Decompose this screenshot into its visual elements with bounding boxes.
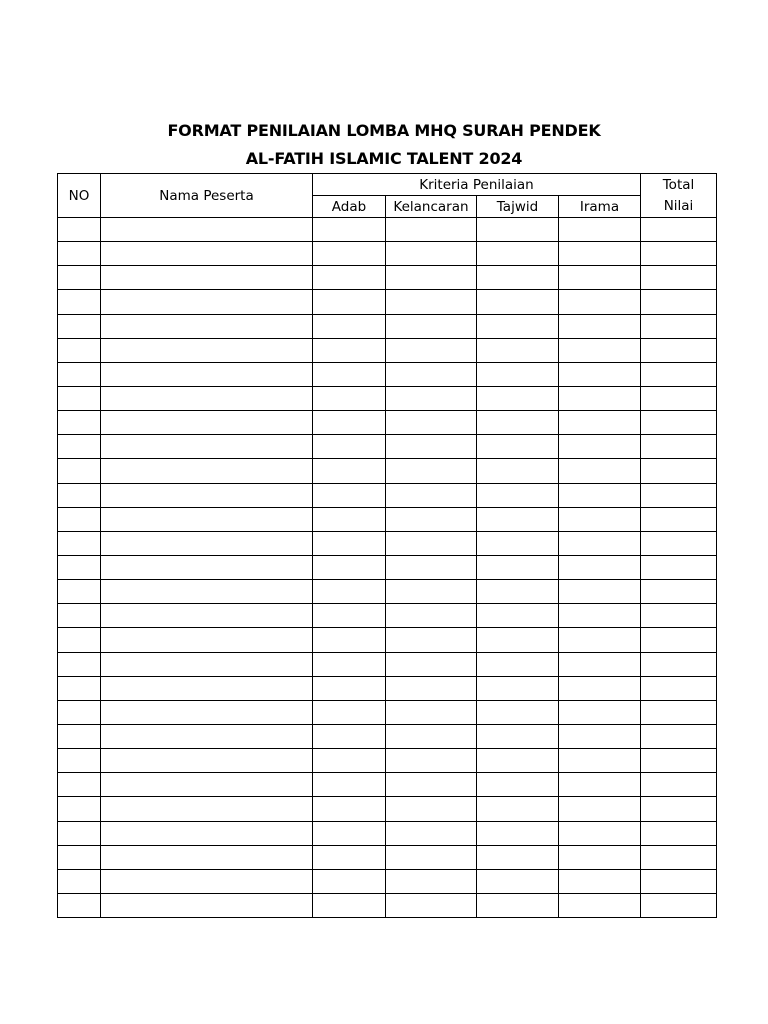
cell-kelancaran [386,845,477,869]
cell-adab [313,459,386,483]
cell-total [641,700,717,724]
cell-no [58,676,101,700]
cell-no [58,845,101,869]
table-row [58,555,717,579]
cell-no [58,386,101,410]
cell-adab [313,580,386,604]
cell-kelancaran [386,386,477,410]
table-row [58,604,717,628]
cell-tajwid [477,386,559,410]
cell-irama [559,386,641,410]
cell-nama [101,604,313,628]
cell-tajwid [477,218,559,242]
cell-adab [313,773,386,797]
cell-kelancaran [386,242,477,266]
cell-irama [559,821,641,845]
cell-nama [101,242,313,266]
table-row [58,893,717,917]
cell-no [58,218,101,242]
scoring-table [57,173,717,918]
cell-nama [101,869,313,893]
cell-tajwid [477,652,559,676]
table-row [58,386,717,410]
cell-irama [559,266,641,290]
cell-kelancaran [386,266,477,290]
cell-no [58,749,101,773]
table-row [58,507,717,531]
cell-adab [313,893,386,917]
cell-no [58,893,101,917]
cell-no [58,700,101,724]
header-kelancaran: Kelancaran [386,196,477,218]
cell-total [641,821,717,845]
table-row [58,483,717,507]
cell-no [58,604,101,628]
table-row [58,338,717,362]
table-row [58,797,717,821]
cell-nama [101,459,313,483]
cell-no [58,652,101,676]
cell-no [58,821,101,845]
cell-irama [559,362,641,386]
cell-adab [313,266,386,290]
cell-tajwid [477,749,559,773]
cell-total [641,459,717,483]
cell-adab [313,362,386,386]
cell-no [58,338,101,362]
cell-nama [101,507,313,531]
table-row [58,773,717,797]
document-title-line1: FORMAT PENILAIAN LOMBA MHQ SURAH PENDEK [167,121,601,140]
table-row [58,676,717,700]
cell-tajwid [477,266,559,290]
cell-no [58,266,101,290]
table-row [58,821,717,845]
cell-irama [559,411,641,435]
cell-kelancaran [386,411,477,435]
cell-irama [559,435,641,459]
cell-nama [101,411,313,435]
header-total-line1: Total [641,174,717,196]
table-row [58,435,717,459]
cell-nama [101,580,313,604]
cell-tajwid [477,773,559,797]
cell-nama [101,652,313,676]
cell-irama [559,724,641,748]
cell-adab [313,797,386,821]
cell-no [58,628,101,652]
cell-irama [559,290,641,314]
cell-tajwid [477,700,559,724]
cell-no [58,314,101,338]
cell-adab [313,821,386,845]
cell-no [58,724,101,748]
cell-nama [101,893,313,917]
header-kriteria-penilaian: Kriteria Penilaian [313,174,641,196]
cell-total [641,580,717,604]
cell-kelancaran [386,435,477,459]
header-no: NO [58,174,101,218]
cell-total [641,652,717,676]
cell-nama [101,797,313,821]
cell-kelancaran [386,869,477,893]
cell-tajwid [477,676,559,700]
cell-no [58,435,101,459]
cell-no [58,580,101,604]
cell-kelancaran [386,604,477,628]
cell-nama [101,628,313,652]
cell-irama [559,604,641,628]
cell-no [58,531,101,555]
cell-adab [313,483,386,507]
cell-tajwid [477,628,559,652]
cell-total [641,555,717,579]
cell-tajwid [477,507,559,531]
cell-tajwid [477,338,559,362]
cell-no [58,459,101,483]
cell-adab [313,604,386,628]
cell-tajwid [477,435,559,459]
cell-irama [559,338,641,362]
cell-irama [559,242,641,266]
cell-total [641,314,717,338]
cell-kelancaran [386,749,477,773]
cell-irama [559,893,641,917]
cell-total [641,290,717,314]
cell-adab [313,652,386,676]
cell-total [641,266,717,290]
cell-irama [559,652,641,676]
cell-kelancaran [386,797,477,821]
cell-adab [313,531,386,555]
cell-irama [559,869,641,893]
cell-kelancaran [386,893,477,917]
table-row [58,411,717,435]
cell-adab [313,386,386,410]
cell-adab [313,218,386,242]
cell-kelancaran [386,676,477,700]
cell-adab [313,411,386,435]
table-row [58,266,717,290]
cell-irama [559,507,641,531]
cell-kelancaran [386,700,477,724]
table-row [58,845,717,869]
cell-no [58,242,101,266]
cell-kelancaran [386,459,477,483]
table-row [58,362,717,386]
cell-irama [559,459,641,483]
cell-total [641,676,717,700]
cell-total [641,724,717,748]
table-row [58,531,717,555]
cell-nama [101,386,313,410]
cell-total [641,773,717,797]
table-body [58,218,717,918]
cell-nama [101,773,313,797]
cell-total [641,242,717,266]
cell-nama [101,362,313,386]
cell-kelancaran [386,218,477,242]
cell-nama [101,338,313,362]
cell-nama [101,676,313,700]
cell-total [641,483,717,507]
cell-total [641,604,717,628]
cell-nama [101,314,313,338]
cell-no [58,483,101,507]
cell-irama [559,531,641,555]
cell-no [58,869,101,893]
table-row [58,242,717,266]
cell-nama [101,531,313,555]
cell-nama [101,749,313,773]
header-tajwid: Tajwid [477,196,559,218]
cell-tajwid [477,893,559,917]
cell-nama [101,483,313,507]
cell-nama [101,845,313,869]
cell-kelancaran [386,507,477,531]
cell-total [641,797,717,821]
cell-kelancaran [386,555,477,579]
cell-tajwid [477,555,559,579]
cell-no [58,507,101,531]
cell-kelancaran [386,483,477,507]
cell-kelancaran [386,362,477,386]
cell-adab [313,242,386,266]
header-total-line2: Nilai [641,196,717,218]
table-row [58,290,717,314]
cell-tajwid [477,531,559,555]
cell-kelancaran [386,290,477,314]
cell-irama [559,700,641,724]
cell-tajwid [477,314,559,338]
cell-total [641,338,717,362]
table-row [58,700,717,724]
cell-no [58,362,101,386]
cell-total [641,531,717,555]
cell-adab [313,507,386,531]
cell-kelancaran [386,338,477,362]
cell-nama [101,821,313,845]
cell-kelancaran [386,724,477,748]
table-row [58,749,717,773]
cell-tajwid [477,411,559,435]
table-row [58,724,717,748]
cell-kelancaran [386,652,477,676]
cell-total [641,411,717,435]
document-title-line2: AL-FATIH ISLAMIC TALENT 2024 [245,149,523,168]
cell-tajwid [477,821,559,845]
cell-nama [101,266,313,290]
cell-irama [559,218,641,242]
cell-adab [313,290,386,314]
cell-nama [101,218,313,242]
cell-nama [101,435,313,459]
cell-tajwid [477,483,559,507]
cell-irama [559,580,641,604]
cell-total [641,845,717,869]
cell-irama [559,676,641,700]
cell-kelancaran [386,580,477,604]
cell-irama [559,749,641,773]
cell-tajwid [477,845,559,869]
cell-tajwid [477,724,559,748]
cell-irama [559,773,641,797]
cell-kelancaran [386,773,477,797]
cell-total [641,749,717,773]
cell-adab [313,700,386,724]
cell-adab [313,555,386,579]
table-row [58,652,717,676]
cell-tajwid [477,459,559,483]
cell-nama [101,555,313,579]
header-irama: Irama [559,196,641,218]
cell-tajwid [477,290,559,314]
cell-adab [313,435,386,459]
cell-nama [101,724,313,748]
cell-tajwid [477,242,559,266]
cell-kelancaran [386,531,477,555]
table-row [58,580,717,604]
cell-adab [313,869,386,893]
cell-adab [313,724,386,748]
cell-total [641,386,717,410]
cell-total [641,435,717,459]
cell-kelancaran [386,628,477,652]
cell-irama [559,314,641,338]
cell-no [58,555,101,579]
cell-no [58,411,101,435]
cell-kelancaran [386,821,477,845]
cell-no [58,773,101,797]
header-nama-peserta: Nama Peserta [101,174,313,218]
cell-irama [559,845,641,869]
cell-adab [313,845,386,869]
cell-tajwid [477,869,559,893]
cell-adab [313,676,386,700]
cell-tajwid [477,797,559,821]
cell-tajwid [477,604,559,628]
cell-irama [559,628,641,652]
cell-adab [313,628,386,652]
cell-adab [313,749,386,773]
table-row [58,314,717,338]
cell-total [641,362,717,386]
cell-nama [101,290,313,314]
table-row [58,218,717,242]
cell-adab [313,338,386,362]
table-row [58,459,717,483]
cell-no [58,290,101,314]
cell-tajwid [477,362,559,386]
cell-kelancaran [386,314,477,338]
cell-total [641,869,717,893]
cell-total [641,507,717,531]
cell-irama [559,483,641,507]
cell-irama [559,555,641,579]
cell-nama [101,700,313,724]
cell-total [641,218,717,242]
cell-tajwid [477,580,559,604]
cell-total [641,893,717,917]
cell-irama [559,797,641,821]
table-row [58,628,717,652]
table-row [58,869,717,893]
cell-total [641,628,717,652]
cell-no [58,797,101,821]
header-adab: Adab [313,196,386,218]
cell-adab [313,314,386,338]
